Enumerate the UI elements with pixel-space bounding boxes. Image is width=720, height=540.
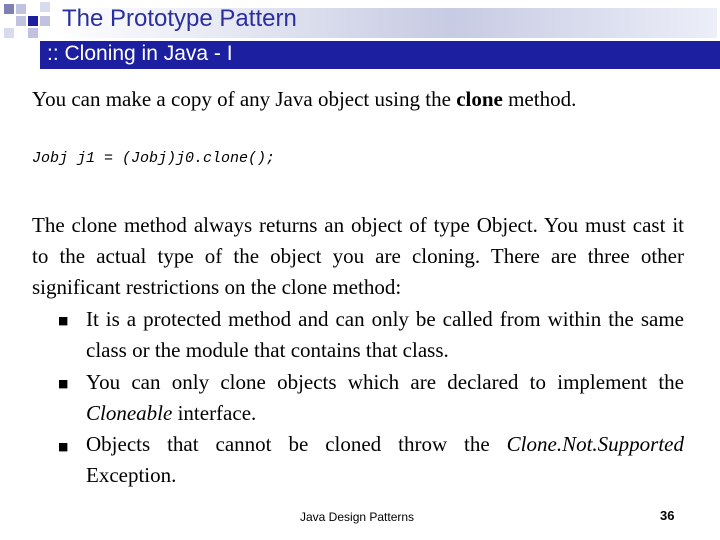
bullet-marker: ■ [58,440,69,453]
page-number: 36 [660,508,675,523]
slide-title: The Prototype Pattern [62,5,297,32]
intro-keyword: clone [456,87,503,111]
bullet-text: interface. [172,401,257,425]
decor-square [4,4,14,14]
exception-term: Clone.Not.Supported [506,432,684,456]
decor-square [40,16,50,26]
decor-square [28,16,38,26]
cloneable-term: Cloneable [86,401,173,425]
bullet-item-1: It is a protected method and can only be called from within the same class or the module that contains that class. [86,307,684,362]
bullet-item-2 [86,367,684,429]
bullet-marker: ■ [58,377,69,390]
intro-paragraph [32,84,576,115]
decor-square [4,28,14,38]
decor-square [40,2,50,12]
code-sample: Jobj j1 = (Jobj)j0.clone(); [32,150,276,167]
slide-subtitle: :: Cloning in Java - I [47,42,233,65]
decor-square [28,28,38,38]
bullet-text: Exception. [86,463,177,487]
body-paragraph: The clone method always returns an object of type Object. You must cast it to the actual type of the object you are cloning. There are three other significant restrictions on the clone method: [32,213,684,299]
bullet-item-3 [86,429,684,491]
footer-text: Java Design Patterns [300,510,415,524]
intro-text: You can make a copy of any Java object using the [32,87,457,111]
decor-square [16,4,26,14]
bullet-text: Objects that cannot be cloned throw the [86,432,507,456]
intro-text-end: method. [502,87,577,111]
bullet-marker: ■ [58,314,69,327]
decor-square [16,16,26,26]
bullet-text: You can only clone objects which are declared to implement the [86,370,684,394]
